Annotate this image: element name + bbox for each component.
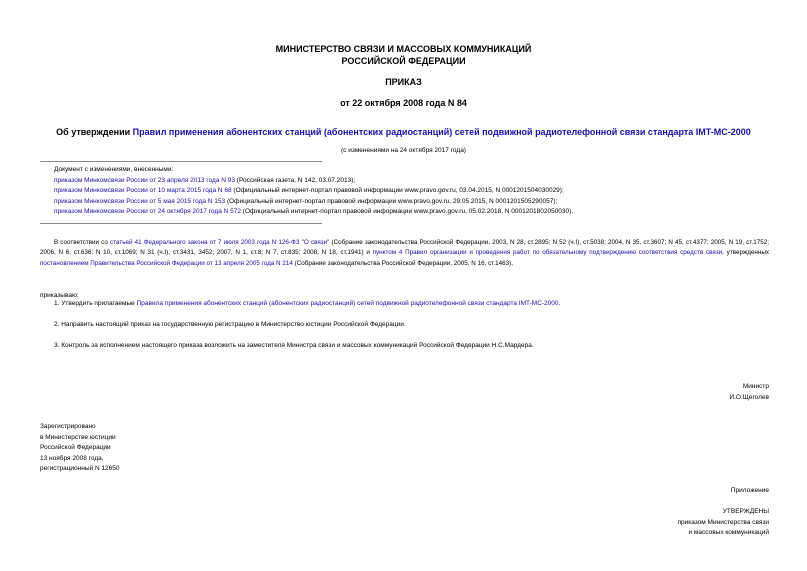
amendment-link-1[interactable]: приказом Минкомсвязи России от 23 апреля 2013 года N 93 — [54, 176, 235, 184]
ministry-name-line1: МИНИСТЕРСТВО СВЯЗИ И МАССОВЫХ КОММУНИКАЦИЙ — [275, 44, 532, 54]
registration-block — [40, 422, 120, 475]
order-word: приказываю: — [40, 292, 79, 299]
revision-note: (с изменениями на 24 октября 2017 года) — [341, 147, 466, 154]
point-1-prefix: 1. Утвердить прилагаемые — [54, 300, 137, 307]
amendment-item — [54, 176, 774, 187]
amendments-top-divider — [40, 161, 322, 162]
amendment-text-2: (Официальный интернет-портал правовой информации www.pravo.gov.ru, 03.04.2015, N 0001201504030029); — [231, 187, 564, 194]
amendments-block — [54, 165, 774, 218]
registration-line-4: 13 ноября 2008 года, — [40, 454, 104, 462]
preamble-resolution-link[interactable]: постановлением Правительства Российской Федерации от 13 апреля 2005 года N 214 — [40, 259, 293, 267]
preamble-rules-link[interactable]: пунктом 4 Правил организации и проведения работ по обязательному подтверждению соответствия средств связи — [372, 249, 723, 257]
title-prefix: Об утверждении — [56, 127, 133, 137]
amendment-link-3[interactable]: приказом Минкомсвязи России от 5 мая 2015 года N 153 — [54, 197, 226, 205]
appendix-approved: УТВЕРЖДЕНЫ — [722, 508, 769, 515]
document-date-number: от 22 октября 2008 года N 84 — [340, 98, 467, 108]
preamble-law-link[interactable]: статьей 41 Федерального закона от 7 июля 2003 года N 126-ФЗ "О связи" — [110, 239, 330, 246]
amendment-item — [54, 197, 774, 208]
registration-line-2: в Министерстве юстиции — [40, 433, 116, 441]
preamble-paragraph — [40, 238, 769, 269]
appendix-ministry-tail: и массовых коммуникаций — [688, 529, 769, 536]
ministry-name-line2: РОССИЙСКОЙ ФЕДЕРАЦИИ — [341, 56, 466, 66]
preamble-text-4: (Собрание законодательства Российской Федерации, 2005, N 16, ст.1463), — [292, 259, 514, 267]
amendment-link-4[interactable]: приказом Минкомсвязи России от 24 октября 2017 года N 572 — [54, 208, 241, 215]
appendix-by-order: приказом Министерства связи — [677, 518, 769, 526]
signature-name: И.О.Щеголев — [729, 394, 769, 401]
preamble-text-3: , утвержденных — [722, 249, 769, 257]
document-title — [0, 126, 807, 138]
title-link[interactable]: Правил применения абонентских станций (абонентских радиостанций) сетей подвижной радиотелефонной связи стандарта IMT-MC-2000 — [132, 127, 751, 137]
document-type: ПРИКАЗ — [385, 77, 422, 87]
point-1 — [54, 299, 774, 310]
amendment-text-3: (Официальный интернет-портал правовой информации www.pravo.gov.ru, 29.05.2015, N 0001201505290057); — [225, 197, 558, 205]
registration-line-5: регистрационный N 12650 — [40, 465, 120, 472]
amendment-link-2[interactable]: приказом Минкомсвязи России от 10 марта 2015 года N 68 — [54, 187, 232, 194]
amendment-item — [54, 207, 774, 218]
point-3: 3. Контроль за исполнением настоящего приказа возложить на заместителя Министра связи и массовых коммуникаций Российской Федерации Н.С.Мардера. — [54, 342, 534, 349]
amendments-bottom-divider — [40, 223, 322, 224]
amendment-item — [54, 186, 774, 197]
signature-position: Министр — [742, 383, 769, 390]
point-1-rules-link[interactable]: Правила применения абонентских станций (абонентских радиостанций) сетей подвижной радиотелефонной связи стандарта IMT-MC-2000 — [136, 300, 559, 307]
appendix-approval — [600, 507, 769, 539]
amendments-heading: Документ с изменениями, внесенными: — [54, 166, 174, 173]
point-1-suffix: . — [558, 300, 561, 307]
appendix-label: Приложение — [730, 487, 769, 494]
preamble-text-2: (Собрание законодательства Российской Федерации, 2003, N 28, ст.2895; N 52 (ч.I), ст.5038; 2004, N 35, ст.3607; N 45, ст.4377; 2005, N 19, ст.1752; 2006, N 6, ст.636; N 10, ст.1069; N 31 (ч.I), ст.3431, 3452; 2007, N 1, ст.8; N 7, ст.835; 2008, N 18, ст.1941) и — [40, 239, 770, 257]
amendment-text-1: (Российская газета, N 142, 03.07.2013); — [235, 176, 356, 184]
preamble-text-1: В соответствии со — [54, 239, 111, 246]
amendment-text-4: (Официальный интернет-портал правовой информации www.pravo.gov.ru, 05.02.2018, N 0001201802050030). — [240, 208, 574, 215]
point-2: 2. Направить настоящий приказ на государственную регистрацию в Министерство юстиции Российской Федерации. — [54, 321, 406, 328]
registration-line-3: Российской Федерации — [40, 444, 111, 451]
registration-line-1: Зарегистрировано — [40, 423, 96, 430]
